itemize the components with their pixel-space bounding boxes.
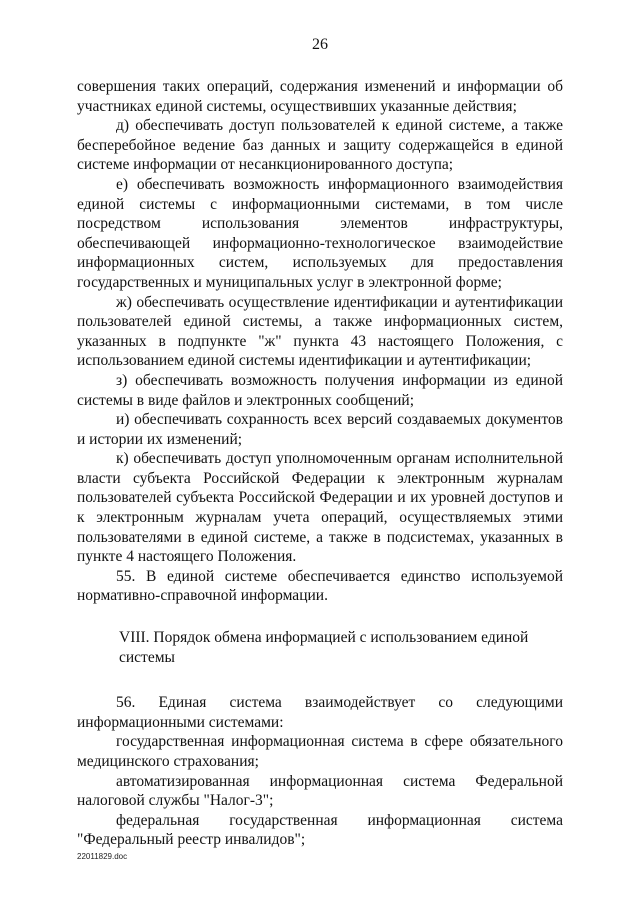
paragraph-item-e: е) обеспечивать возможность информационного взаимодействия единой системы с информационными системами, в том числе посредством использования элементов инфраструктуры, обеспечивающей информационно-технологическое взаимодействие информационных систем, используемых для предоставления государственных и муниципальных услуг в электронной форме;	[77, 175, 563, 291]
page-number: 26	[312, 36, 328, 53]
paragraph-55: 55. В единой системе обеспечивается единство используемой нормативно-справочной информации.	[77, 567, 563, 605]
footer-filename: 22011829.doc	[77, 852, 128, 861]
paragraph-item-z: з) обеспечивать возможность получения информации из единой системы в виде файлов и электронных сообщений;	[77, 371, 563, 409]
paragraph-item-k: к) обеспечивать доступ уполномоченным органам исполнительной власти субъекта Российской Федерации к электронным журналам пользователей субъекта Российской Федерации и их уровней доступов и к электронным журналам учета операций, осуществляемых этими пользователями в единой системе, а также в подсистемах, указанных в пункте 4 настоящего Положения.	[77, 450, 563, 566]
list-item-disability-registry: федеральная государственная информационная система "Федеральный реестр инвалидов";	[77, 811, 563, 849]
section-heading: VIII. Порядок обмена информацией с использованием единой системы	[119, 629, 529, 666]
paragraph-item-i: и) обеспечивать сохранность всех версий создаваемых документов и истории их изменений;	[77, 411, 563, 448]
paragraph-continuation: совершения таких операций, содержания изменений и информации об участниках единой системы, осуществивших указанные действия;	[77, 78, 563, 115]
paragraph-56: 56. Единая система взаимодействует со следующими информационными системами:	[77, 694, 563, 731]
paragraph-item-d: д) обеспечивать доступ пользователей к единой системе, а также бесперебойное ведение баз данных и защиту содержащейся в единой системе информации от несанкционированного доступа;	[77, 117, 563, 174]
document-body	[77, 77, 563, 850]
list-item-oms-system: государственная информационная система в сфере обязательного медицинского страхования;	[77, 733, 563, 770]
paragraph-item-zh: ж) обеспечивать осуществление идентификации и аутентификации пользователей единой системы, а также информационных систем, указанных в подпункте "ж" пункта 43 настоящего Положения, с использованием единой системы идентификации и аутентификации;	[77, 293, 563, 370]
list-item-nalog-3: автоматизированная информационная система Федеральной налоговой службы "Налог-3";	[77, 772, 563, 810]
